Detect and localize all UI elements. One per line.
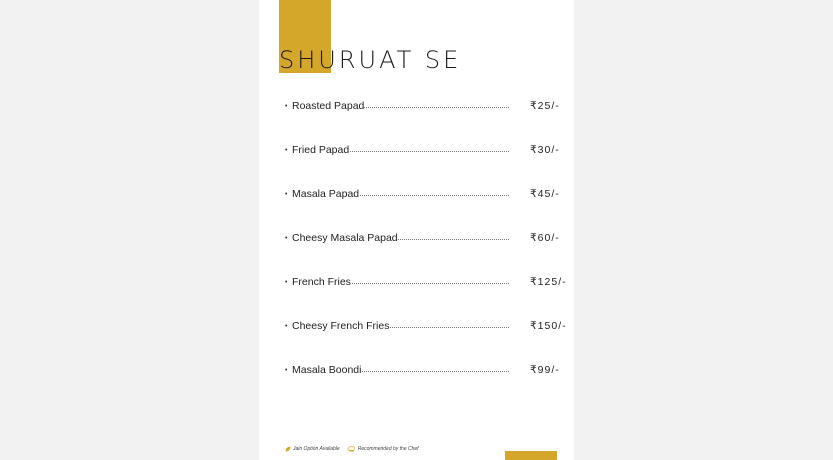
item-price: ₹60/-	[530, 232, 560, 244]
bullet-icon: •	[285, 191, 288, 198]
menu-item	[285, 228, 570, 244]
bullet-icon: •	[285, 147, 288, 154]
legend-chef-label: Recommended by the Chef	[357, 446, 419, 452]
item-price: ₹30/-	[530, 144, 560, 156]
menu-page	[259, 0, 574, 460]
bullet-icon: •	[285, 103, 288, 110]
item-price: ₹25/-	[530, 100, 560, 112]
menu-item	[285, 96, 570, 112]
bullet-icon: •	[285, 235, 288, 242]
legend-jain-label: Jain Option Available	[293, 446, 340, 452]
accent-block-bottom	[505, 451, 557, 460]
item-name: Cheesy Masala Papad	[292, 232, 398, 244]
item-price: ₹45/-	[530, 188, 560, 200]
menu-item	[285, 316, 570, 332]
chef-hat-icon	[347, 446, 356, 452]
legend	[285, 446, 419, 452]
item-name: Masala Papad	[292, 188, 360, 200]
item-price: ₹99/-	[530, 364, 560, 376]
menu-item	[285, 140, 570, 156]
menu-item	[285, 360, 570, 376]
bullet-icon: •	[285, 323, 288, 330]
bullet-icon: •	[285, 279, 288, 286]
bullet-icon: •	[285, 367, 288, 374]
item-name: Cheesy French Fries	[292, 320, 390, 332]
leaf-icon	[285, 446, 291, 452]
item-name: Roasted Papad	[292, 100, 365, 112]
section-title: SHURUAT SE	[279, 46, 462, 74]
item-name: Masala Boondi	[292, 364, 362, 376]
menu-item	[285, 184, 570, 200]
menu-item	[285, 272, 570, 288]
item-price: ₹150/-	[530, 320, 567, 332]
item-name: Fried Papad	[292, 144, 350, 156]
item-price: ₹125/-	[530, 276, 567, 288]
item-name: French Fries	[292, 276, 351, 288]
